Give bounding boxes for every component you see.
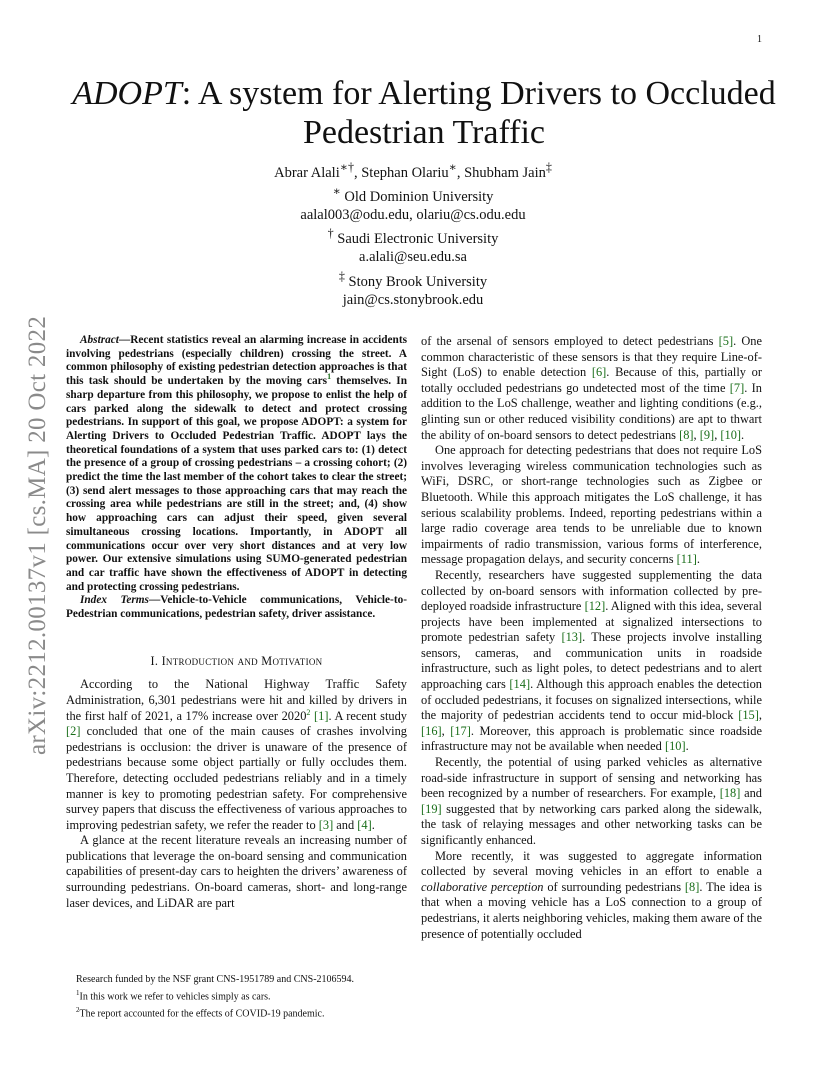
citation-link[interactable]: [2] <box>66 724 81 739</box>
citation-link[interactable]: [12] <box>584 599 606 614</box>
affiliation-1 <box>160 182 666 206</box>
abstract-text-a: —Recent statistics reveal an alarming increase in accidents involving pedestrians (especially children) crossing the street. A common philosophy of existing pedestrian detection approaches is that this task should be undertaken by the moving cars <box>66 334 407 388</box>
abstract-lead: Abstract <box>80 334 119 346</box>
text-run: . <box>696 552 700 567</box>
footnote-1-mark: 1 <box>76 988 80 997</box>
text-run: , <box>693 427 700 442</box>
text-run: . <box>685 739 689 754</box>
affiliation-1-name: Old Dominion University <box>340 188 494 205</box>
affiliation-3-name: Stony Brook University <box>344 273 488 290</box>
intro-paragraph-2 <box>66 833 407 911</box>
emphasis-collaborative-perception: collaborative perception <box>421 879 544 894</box>
citation-link[interactable]: [10] <box>664 739 686 754</box>
text-run: . Because of this, partially or totally occluded pedestrians go undetected most of the time <box>421 365 762 395</box>
citation-link[interactable]: [15] <box>738 708 759 723</box>
title-line-2: Pedestrian Traffic <box>302 114 546 151</box>
text-run: . <box>741 427 745 442</box>
section-title: Introduction and Motivation <box>161 653 323 668</box>
text-run: Recently, the potential of using parked vehicles as alternative road-side infrastructure in support of sensing and networking has been recognized by a number of researchers. For example, <box>421 755 762 801</box>
author-2-mark: ∗ <box>448 160 457 174</box>
author-3: , Shubham Jain <box>456 164 546 181</box>
section-heading-introduction <box>66 654 407 670</box>
affiliation-3-mark: ‡ <box>338 268 345 283</box>
citation-link[interactable]: [13] <box>561 630 583 645</box>
footnote-ref-2[interactable]: 2 <box>306 707 311 717</box>
text-run: suggested that by networking cars parked along the sidewalk, the task of relaying messages and other networking tasks can be significantly enhanced. <box>421 801 762 847</box>
body-paragraph-parked-vehicles <box>421 755 762 849</box>
text-run: , <box>441 723 451 738</box>
citation-link[interactable]: [16] <box>421 723 442 738</box>
text-run: Recently, researchers have suggested supplementing the data collected by on-board sensors with information collected by pre-deployed roadside infrastructure <box>421 567 762 614</box>
paper-title <box>40 74 808 152</box>
citation-link[interactable]: [3] <box>318 817 334 832</box>
text-run: . <box>371 817 375 832</box>
footnote-2 <box>66 1004 407 1021</box>
funding-note: Research funded by the NSF grant CNS-1951789 and CNS-2106594. <box>76 974 355 985</box>
body-paragraph-collaborative <box>421 849 762 943</box>
text-run: . One common characteristic of these sensors is that they require Line-of-Sight (LoS) to enable detection <box>421 334 762 380</box>
index-terms <box>66 594 407 621</box>
intro-paragraph-1 <box>66 677 407 833</box>
citation-link[interactable]: [6] <box>591 365 607 380</box>
index-terms-text: —Vehicle-to-Vehicle communications, Vehicle-to-Pedestrian communications, pedestrian safety, driver assistance. <box>66 594 407 621</box>
author-1-mark: ∗† <box>339 160 354 174</box>
text-run: , <box>714 427 721 442</box>
text-run: of the arsenal of sensors employed to detect pedestrians <box>421 334 719 348</box>
footnote-ref-1[interactable]: 1 <box>327 372 332 382</box>
text-run: of surrounding pedestrians <box>543 879 685 894</box>
text-run: . The idea is that when a moving vehicle has a LoS connection to a group of pedestrians, it alerts neighboring vehicles, making them aware of the presence of potentially occluded <box>421 879 762 941</box>
page-number: 1 <box>757 34 762 45</box>
footnote-2-text: The report accounted for the effects of COVID-19 pandemic. <box>79 1007 325 1019</box>
text-run: A glance at the recent literature reveals an increasing number of publications that leverage the on-board sensing and communication capabilities of present-day cars to heighten the drivers’ awareness of surrounding pedestrians. On-board cameras, short- and long-range laser devices, and LiDAR are part <box>66 833 407 910</box>
right-column <box>421 334 762 942</box>
affiliation-3 <box>160 267 666 291</box>
citation-link[interactable]: [9] <box>699 427 715 442</box>
abstract-text-b: themselves. In sharp departure from this philosophy, we propose to enlist the help of cars parked along the sidewalk to detect and protect crossing pedestrians. In support of this goal, we propose ADOPT: a system for Alerting Drivers to Occluded Pedestrian Traffic. ADOPT lays the theoretical foundations of a system that uses parked cars to: (1) detect the presence of a group of crossing pedestrians – a crossing cohort; (2) predict the time the last member of the cohort takes to clear the street; (3) send alert messages to those approaching cars that may reach the crossing area while pedestrians are still in the street; and, (4) show how approaching cars can adjust their speed, given several simultaneous crossing locations. Importantly, in ADOPT all communications occur over very short distances and at very low power. Our extensive simulations using SUMO-generated pedestrian and car traffic have shown the effectiveness of ADOPT in detecting and protecting crossing pedestrians. <box>66 375 407 593</box>
footnote-2-mark: 2 <box>76 1005 80 1014</box>
text-run: concluded that one of the main causes of crashes involving pedestrians is occlusion: the driver is unaware of the presence of pedestrians because some object partially or fully occludes them. Therefore, detecting occluded pedestrians reliably and in a timely manner is key to promoting pedestrian safety. For comprehensive survey papers that discuss the effectiveness of various approaches to improving pedestrian safety, we refer the reader to <box>66 724 407 832</box>
author-1: Abrar Alali <box>274 164 340 181</box>
text-run: More recently, it was suggested to aggregate information collected by several moving vehicles in an effort to enable a <box>421 848 762 879</box>
footnotes <box>66 974 407 1020</box>
footnote-1 <box>66 987 407 1004</box>
text-run: and <box>333 817 358 832</box>
author-3-mark: ‡ <box>545 160 552 174</box>
citation-link[interactable]: [11] <box>676 552 697 567</box>
title-system-name: ADOPT <box>72 75 182 112</box>
affiliation-1-mark: ∗ <box>332 184 341 199</box>
affiliation-2 <box>160 224 666 248</box>
citation-link[interactable]: [4] <box>357 817 372 832</box>
text-run: . A recent study <box>328 708 407 723</box>
citation-link[interactable]: [14] <box>509 677 531 692</box>
citation-link[interactable]: [7] <box>729 380 745 395</box>
citation-link[interactable]: [8] <box>684 879 700 894</box>
citation-link[interactable]: [1] <box>314 708 329 723</box>
author-2: , Stephan Olariu <box>353 164 449 181</box>
email-1[interactable]: aalal003@odu.edu, olariu@cs.odu.edu <box>300 207 526 224</box>
citation-link[interactable]: [18] <box>719 786 741 801</box>
email-2[interactable]: a.alali@seu.edu.sa <box>359 249 467 266</box>
text-run: . Moreover, this approach is problematic since roadside infrastructure may not be available when needed <box>421 723 762 754</box>
arxiv-identifier-stamp[interactable]: arXiv:2212.00137v1 [cs.MA] 20 Oct 2022 <box>24 315 51 755</box>
author-names <box>160 158 666 182</box>
text-run: and <box>740 786 762 801</box>
text-run: According to the National Highway Traffic Safety Administration, 6,301 pedestrians were hit and killed by drivers in the first half of 2021, a 17% increase over 2020 <box>66 677 407 723</box>
text-run: . Although this approach enables the detection of occluded pedestrians, it focuses on signalized intersections, while the majority of pedestrian accidents tend to occur mid-block <box>421 677 762 723</box>
index-terms-lead: Index Terms <box>80 594 149 607</box>
text-run: , <box>758 708 762 723</box>
text-run: . Aligned with this idea, several projects have been implemented at signalized intersections to promote pedestrian safety <box>421 599 762 645</box>
text-run: . In addition to the LoS challenge, weather and lighting conditions (e.g., glinting sun or other reduced visibility conditions) are apt to thwart the ability of on-board sensors to detect pedestrians <box>421 380 762 442</box>
body-paragraph-continued <box>421 334 762 443</box>
author-block <box>160 158 666 309</box>
citation-link[interactable]: [10] <box>720 427 742 442</box>
section-numeral: I. <box>150 653 162 668</box>
citation-link[interactable]: [17] <box>450 723 471 738</box>
citation-link[interactable]: [8] <box>679 427 694 442</box>
email-3[interactable]: jain@cs.stonybrook.edu <box>342 291 484 308</box>
body-paragraph-wireless <box>421 443 762 568</box>
text-run: . These projects involve installing sensors, cameras, and communication units in roadside infrastructure, such as light poles, to detect pedestrians and to alert approaching cars <box>421 630 763 692</box>
footnote-1-text: In this work we refer to vehicles simply as cars. <box>79 990 271 1002</box>
affiliation-2-name: Saudi Electronic University <box>333 231 499 248</box>
title-line-1: : A system for Alerting Drivers to Occluded <box>181 75 776 112</box>
abstract <box>66 334 407 594</box>
left-column <box>66 334 407 911</box>
body-paragraph-infrastructure <box>421 568 762 755</box>
citation-link[interactable]: [5] <box>718 334 734 348</box>
text-run: One approach for detecting pedestrians that does not require LoS involves leveraging wireless communication technologies such as WiFi, DSRC, or short-range technologies such as Zigbee or Bluetooth. While this approach mitigates the LoS challenge, it has serious scalability problems. Indeed, reporting pedestrians within a large radio coverage area tends to be unreliable due to known impairments of radio transmission, various forms of interference, message propagation delays, and security concerns <box>421 443 762 567</box>
citation-link[interactable]: [19] <box>421 801 442 816</box>
affiliation-2-mark: † <box>327 226 334 241</box>
